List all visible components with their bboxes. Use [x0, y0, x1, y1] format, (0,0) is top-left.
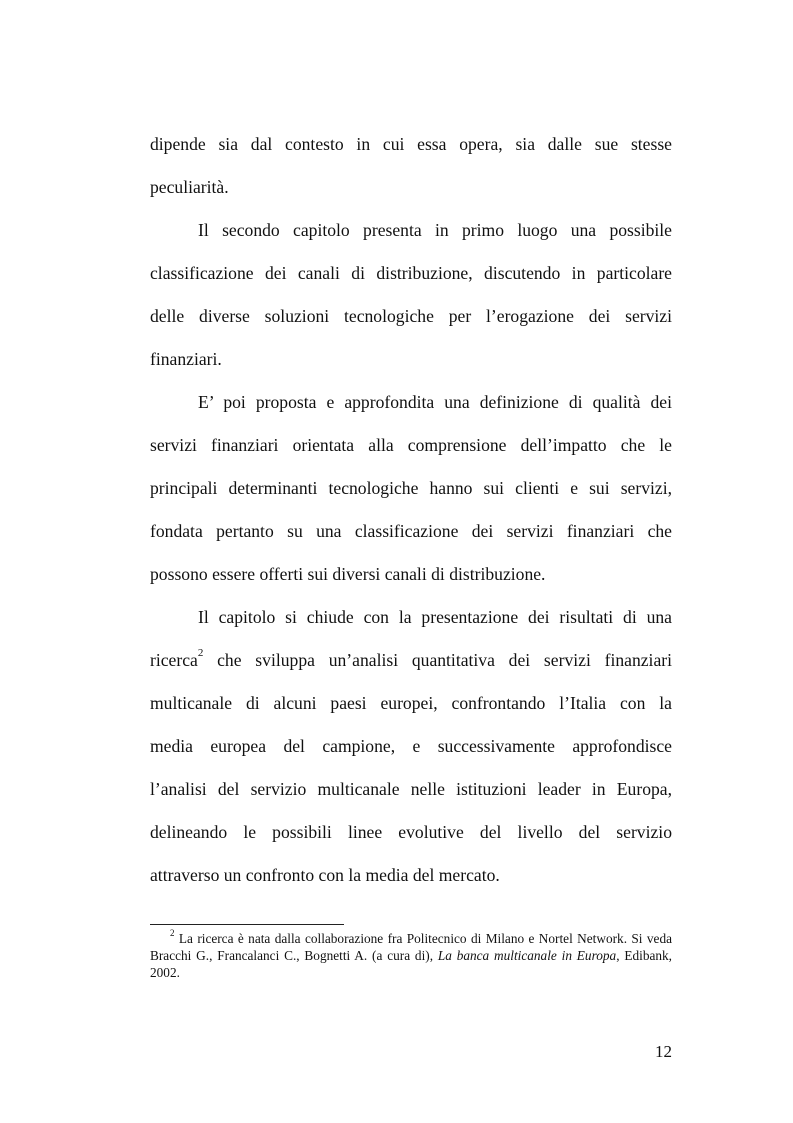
paragraph-line: Il capitolo si chiude con la presentazione dei risultati di una — [198, 607, 672, 627]
footnote-authors: Bracchi G., Francalanci C., Bognetti A. (a cura di), — [150, 948, 438, 963]
paragraph-3 — [150, 381, 672, 596]
footnote-reference[interactable]: 2 — [197, 647, 204, 660]
reference-line-rest: che sviluppa un’analisi quantitativa dei servizi finanziari — [217, 650, 672, 670]
paragraph-line: attraverso un confronto con la media del mercato. — [150, 865, 500, 885]
paragraph-1 — [150, 123, 672, 209]
paragraph-line: fondata pertanto su una classificazione dei servizi finanziari che — [150, 521, 672, 541]
footnote-line — [150, 947, 672, 964]
paragraph-line: peculiarità. — [150, 177, 229, 197]
footnote — [150, 927, 672, 981]
paragraph-line: media europea del campione, e successivamente approfondisce — [150, 736, 672, 756]
paragraph-2 — [150, 209, 672, 381]
paragraph-line: dipende sia dal contesto in cui essa opera, sia dalle sue stesse — [150, 134, 672, 154]
page-number: 12 — [655, 1042, 672, 1061]
paragraph-4 — [150, 596, 672, 897]
paragraph-line: E’ poi proposta e approfondita una definizione di qualità dei — [198, 392, 672, 412]
paragraph-line-with-reference — [150, 639, 672, 682]
footnote-publisher: , Edibank, — [616, 948, 672, 963]
footnote-text: La ricerca è nata dalla collaborazione fra Politecnico di Milano e Nortel Network. Si veda — [178, 931, 672, 946]
paragraph-line: finanziari. — [150, 349, 222, 369]
footnote-line: 2002. — [150, 965, 180, 980]
footnote-line — [150, 927, 672, 947]
paragraph-line: Il secondo capitolo presenta in primo luogo una possibile — [198, 220, 672, 240]
paragraph-line: multicanale di alcuni paesi europei, confrontando l’Italia con la — [150, 693, 672, 713]
paragraph-line: delle diverse soluzioni tecnologiche per l’erogazione dei servizi — [150, 306, 672, 326]
paragraph-line: principali determinanti tecnologiche hanno sui clienti e sui servizi, — [150, 478, 672, 498]
paragraph-line: classificazione dei canali di distribuzione, discutendo in particolare — [150, 263, 672, 283]
footnote-book-title: La banca multicanale in Europa — [437, 948, 617, 963]
footnote-number: 2 — [170, 927, 175, 938]
paragraph-line: delineando le possibili linee evolutive del livello del servizio — [150, 822, 672, 842]
paragraph-line: l’analisi del servizio multicanale nelle istituzioni leader in Europa, — [150, 779, 672, 799]
paragraph-line: servizi finanziari orientata alla comprensione dell’impatto che le — [150, 435, 672, 455]
paragraph-line: possono essere offerti sui diversi canali di distribuzione. — [150, 564, 546, 584]
reference-word: ricerca — [150, 650, 198, 670]
footnote-separator — [150, 924, 344, 925]
